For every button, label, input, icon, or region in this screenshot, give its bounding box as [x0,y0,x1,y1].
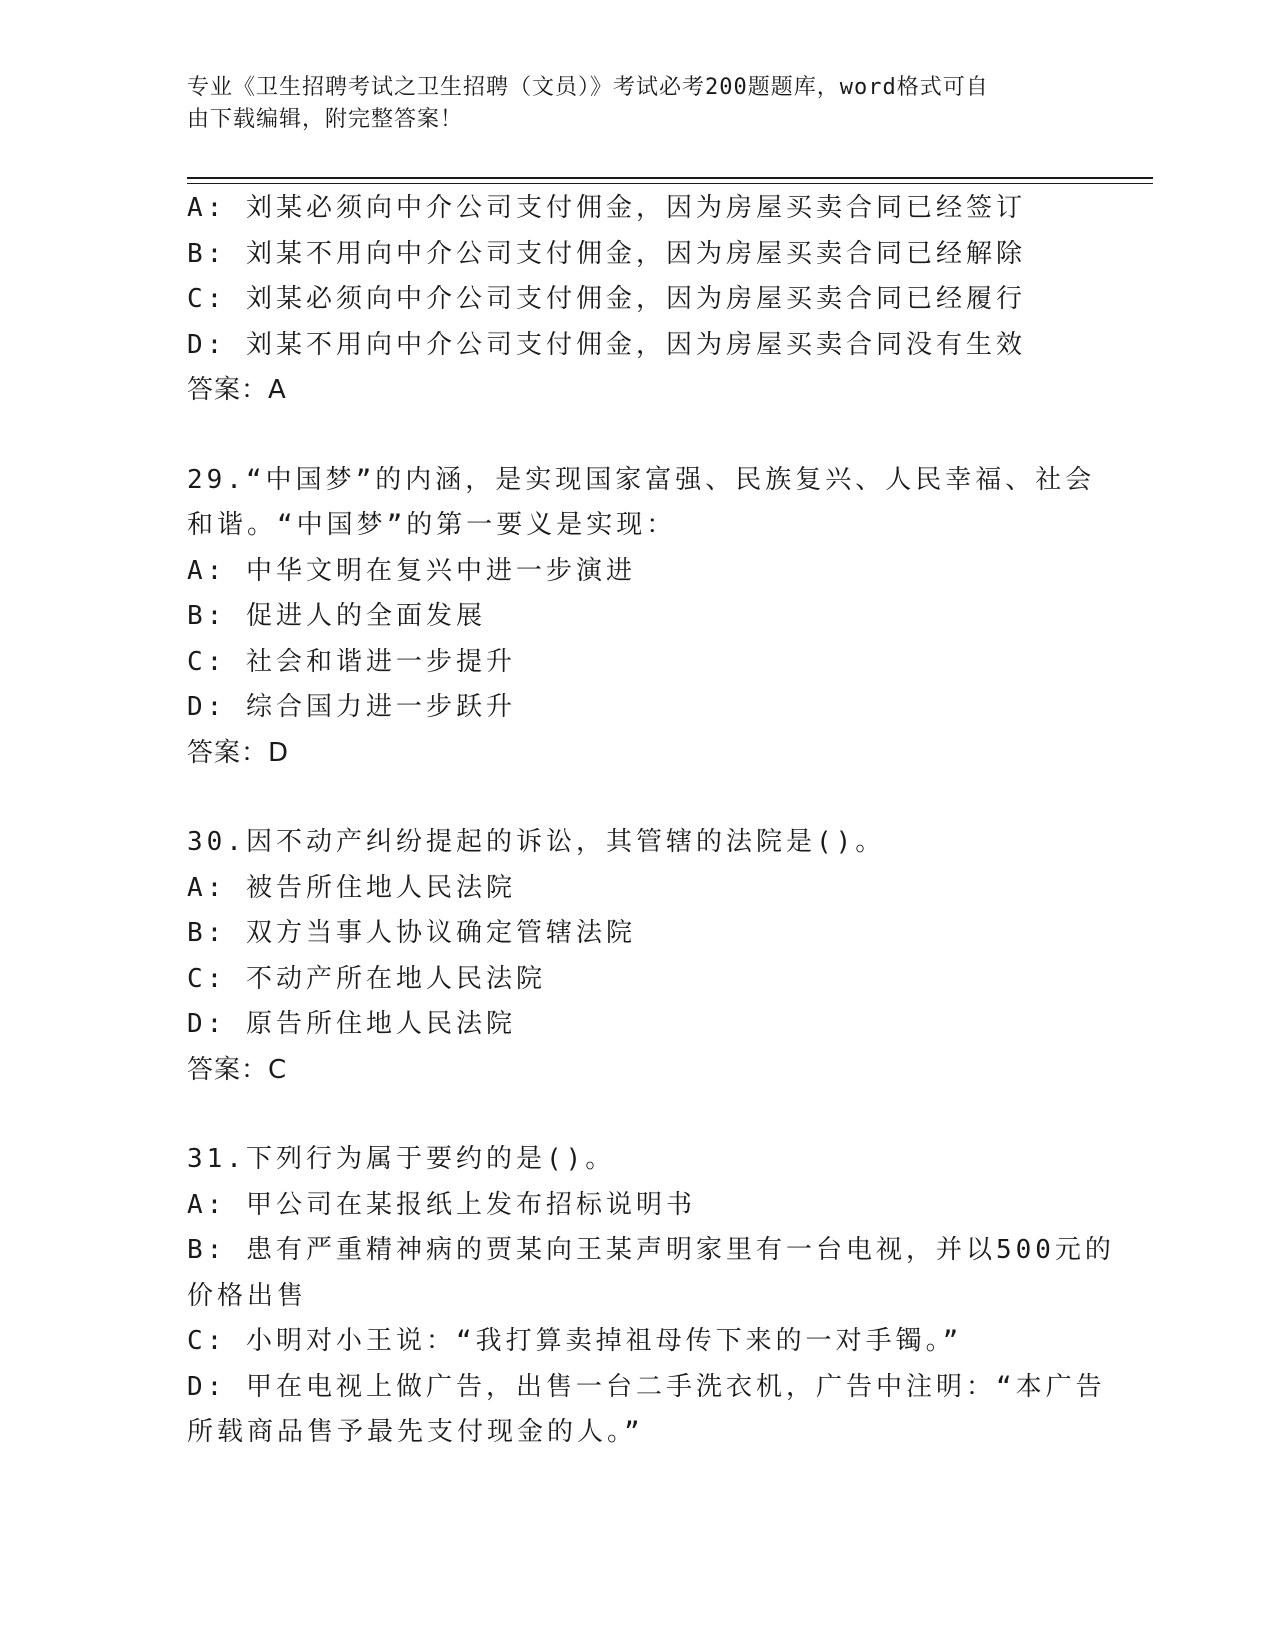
option-b: B: 双方当事人协议确定管辖法院 [187,918,636,948]
option-c: C: 刘某必须向中介公司支付佣金，因为房屋买卖合同已经履行 [187,284,1026,314]
document-header [187,72,1067,136]
option-d: D: 综合国力进一步跃升 [187,692,516,722]
header-line-2: 由下载编辑，附完整答案！ [187,107,464,132]
option-a: A: 刘某必须向中介公司支付佣金，因为房屋买卖合同已经签订 [187,193,1026,223]
option-c: C: 不动产所在地人民法院 [187,963,546,994]
option-b: B: 刘某不用向中介公司支付佣金，因为房屋买卖合同已经解除 [187,238,1026,269]
header-divider-thin [187,183,1153,184]
option-b-continued: 价格出售 [187,1280,308,1311]
answer-line: 答案：D [187,737,290,768]
question-28-block [187,186,1087,414]
question-31-block [187,1137,1115,1456]
spacer [187,414,1087,458]
question-29-block [187,458,1096,777]
option-c: C: 社会和谐进一步提升 [187,646,516,677]
question-stem-continued: 和谐。“中国梦”的第一要义是实现： [187,510,677,540]
spacer [187,1093,1087,1137]
option-d-continued: 所载商品售予最先支付现金的人。” [187,1417,644,1447]
question-30-block [187,820,1087,1093]
answer-line: 答案：A [187,375,287,405]
question-stem: 31.下列行为属于要约的是()。 [187,1144,616,1174]
option-d: D: 甲在电视上做广告，出售一台二手洗衣机，广告中注明：“本广告 [187,1371,1106,1402]
question-stem: 29.“中国梦”的内涵，是实现国家富强、民族复兴、人民幸福、社会 [187,464,1096,495]
header-divider-thick [187,177,1153,179]
header-line-1: 专业《卫生招聘考试之卫生招聘（文员）》考试必考200题题库，word格式可自 [187,75,989,100]
answer-line: 答案：C [187,1054,288,1085]
option-b: B: 患有严重精神病的贾某向王某声明家里有一台电视，并以500元的 [187,1235,1115,1265]
question-list [187,186,1115,1456]
spacer [187,776,1087,820]
option-c: C: 小明对小王说：“我打算卖掉祖母传下来的一对手镯。” [187,1326,963,1356]
question-stem: 30.因不动产纠纷提起的诉讼，其管辖的法院是()。 [187,827,886,857]
option-a: A: 被告所住地人民法院 [187,872,516,903]
option-b: B: 促进人的全面发展 [187,601,486,631]
option-a: A: 甲公司在某报纸上发布招标说明书 [187,1189,696,1220]
option-d: D: 刘某不用向中介公司支付佣金，因为房屋买卖合同没有生效 [187,329,1026,360]
option-a: A: 中华文明在复兴中进一步演进 [187,555,636,586]
option-d: D: 原告所住地人民法院 [187,1009,516,1039]
